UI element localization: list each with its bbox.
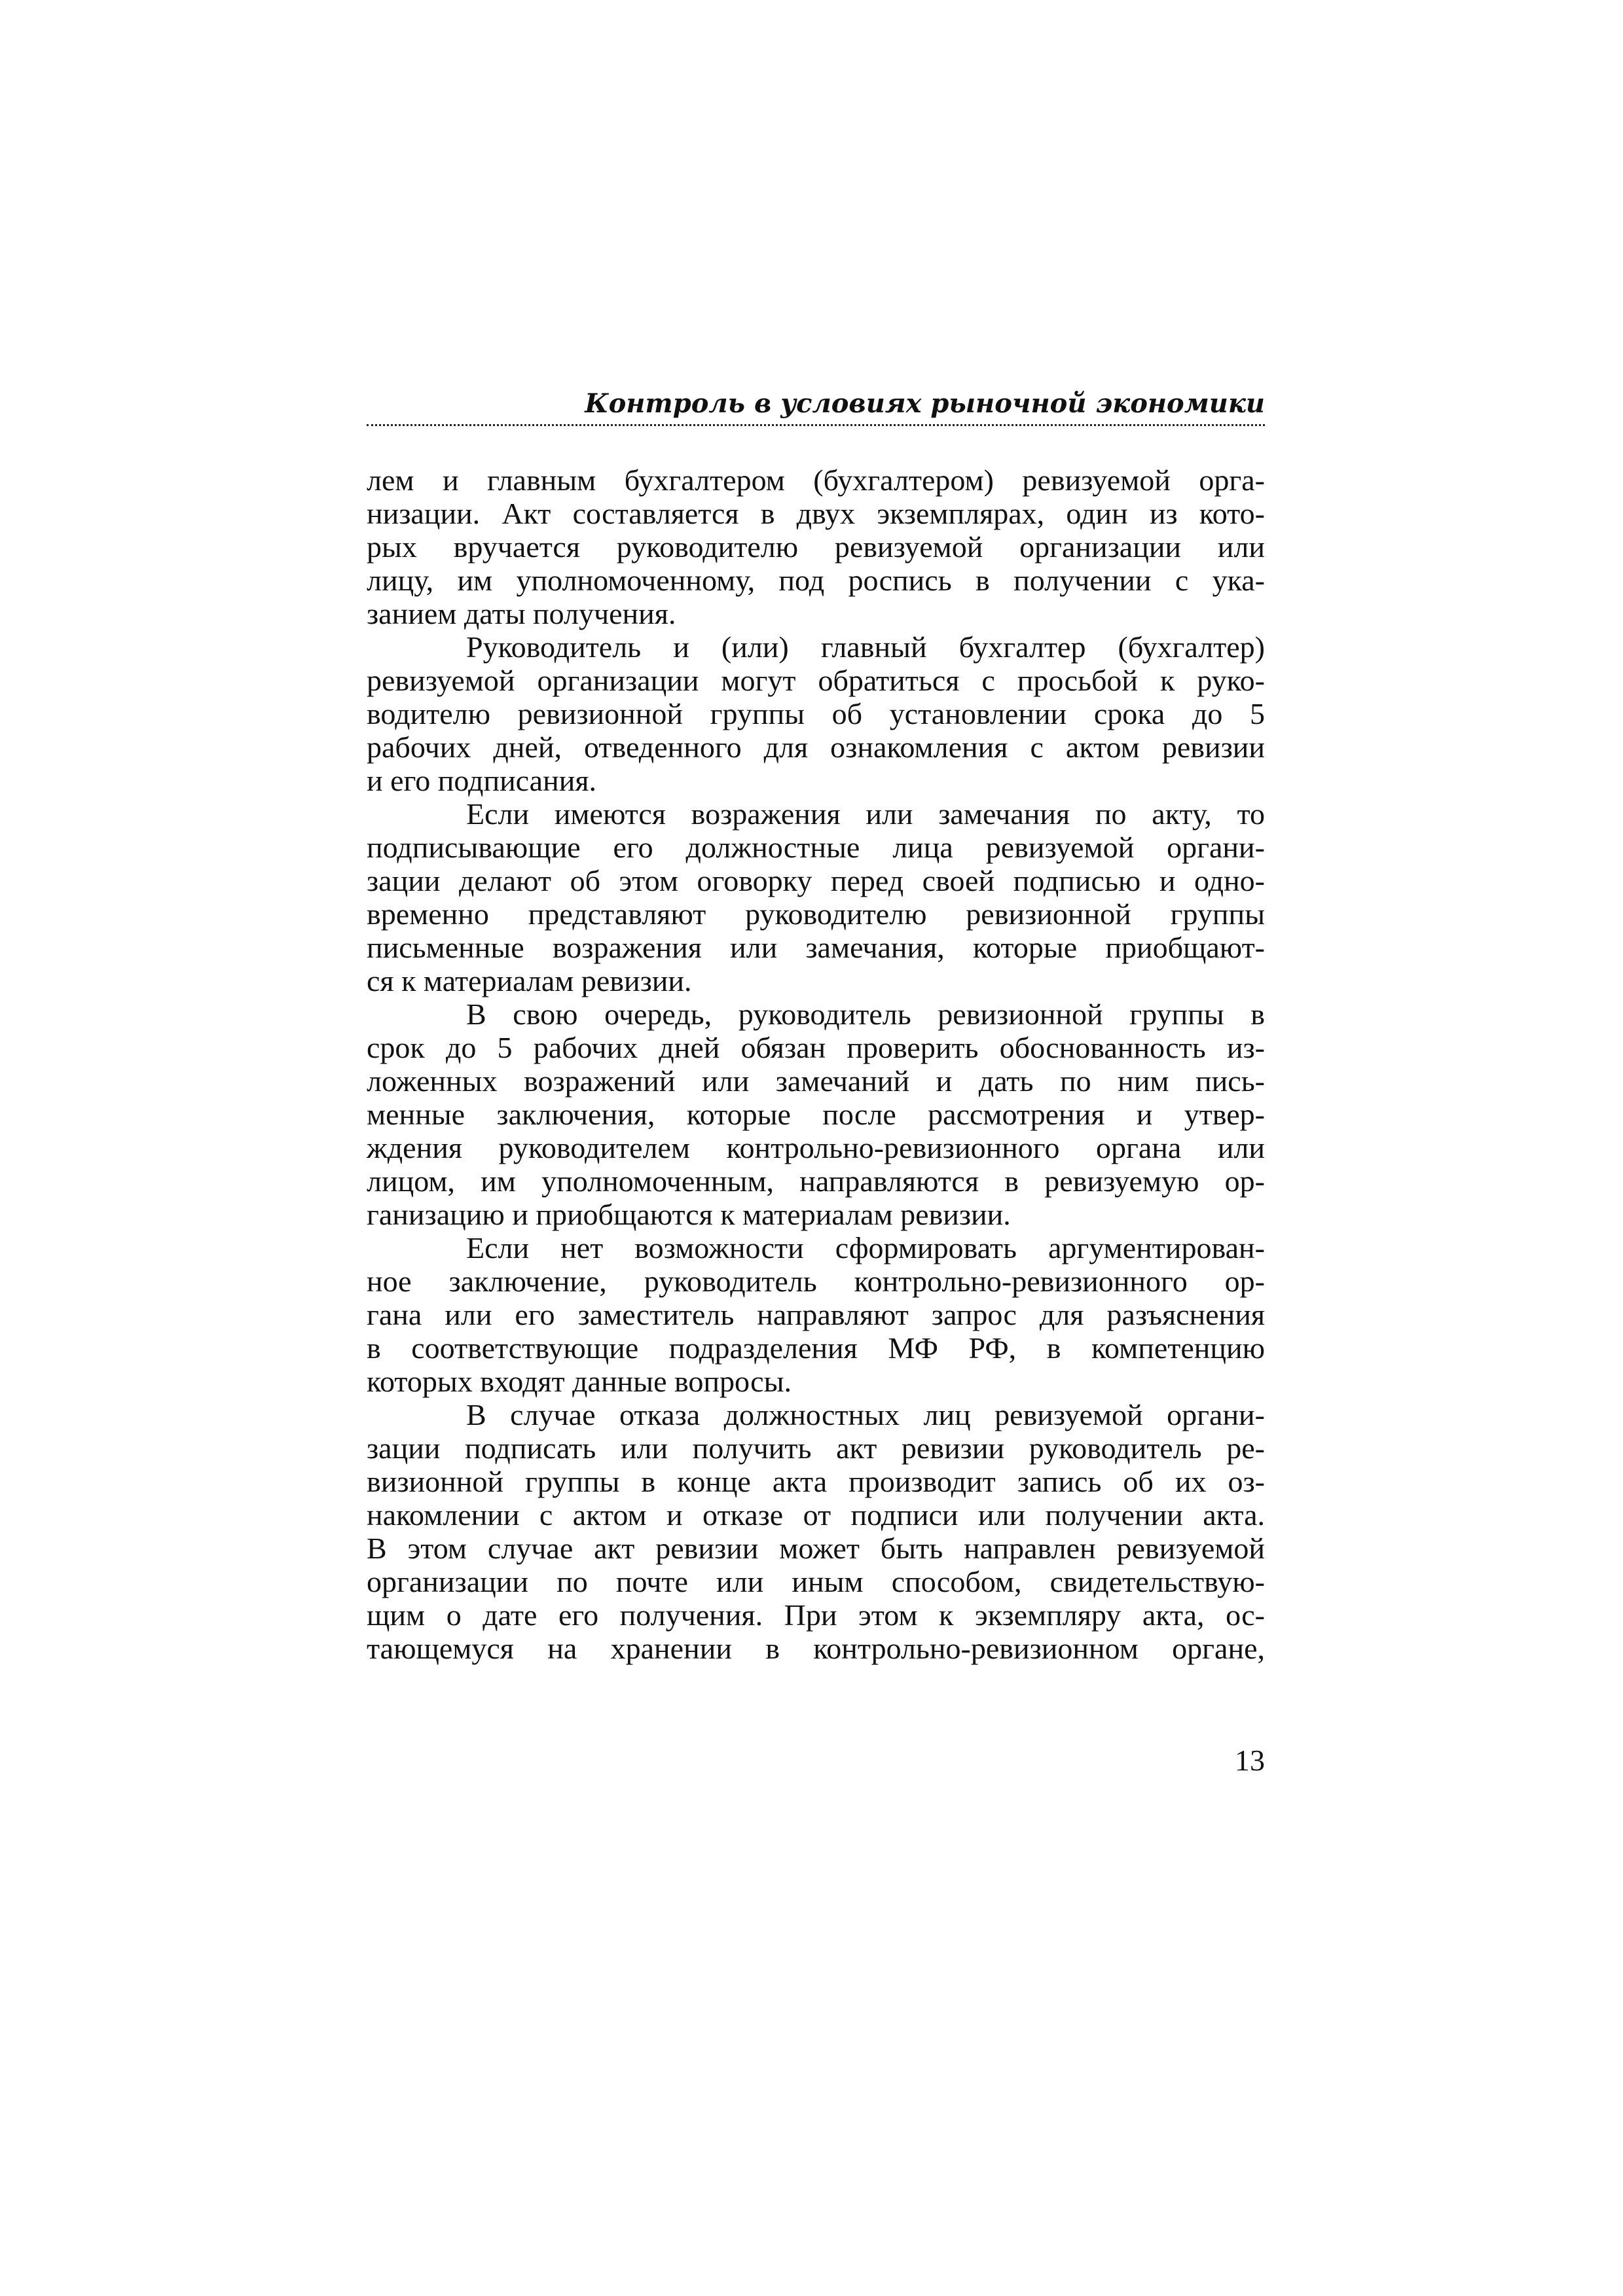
text-line: визионной группы в конце акта производит запись об их оз- xyxy=(367,1465,1265,1498)
text-line: щим о дате его получения. При этом к экземпляру акта, ос- xyxy=(367,1598,1265,1632)
text-line: Если нет возможности сформировать аргументирован- xyxy=(466,1231,1265,1265)
text-line: лицу, им уполномоченному, под роспись в получении с ука- xyxy=(367,564,1265,597)
text-line: рабочих дней, отведенного для ознакомления с актом ревизии xyxy=(367,730,1265,764)
running-head: Контроль в условиях рыночной экономики xyxy=(585,388,1265,419)
text-line: которых входят данные вопросы. xyxy=(367,1365,792,1398)
text-line: срок до 5 рабочих дней обязан проверить обоснованность из- xyxy=(367,1031,1265,1064)
paragraph xyxy=(367,797,1265,997)
text-line: В этом случае акт ревизии может быть направлен ревизуемой xyxy=(367,1532,1265,1565)
text-line: лицом, им уполномоченным, направляются в ревизуемую ор- xyxy=(367,1164,1265,1198)
text-line: лем и главным бухгалтером (бухгалтером) ревизуемой орга- xyxy=(367,463,1265,497)
paragraph xyxy=(367,1231,1265,1398)
text-line: накомлении с актом и отказе от подписи или получении акта. xyxy=(367,1498,1265,1532)
body-text xyxy=(367,463,1265,1665)
text-line: зации подписать или получить акт ревизии руководитель ре- xyxy=(367,1431,1265,1465)
paragraph xyxy=(367,630,1265,797)
running-head-rule xyxy=(367,424,1265,426)
text-line: временно представляют руководителю ревизионной группы xyxy=(367,897,1265,931)
paragraph xyxy=(367,463,1265,630)
paragraph xyxy=(367,1398,1265,1665)
text-line: ся к материалам ревизии. xyxy=(367,964,692,997)
text-line: менные заключения, которые после рассмотрения и утвер- xyxy=(367,1098,1265,1131)
page-number: 13 xyxy=(1235,1744,1265,1777)
text-line: подписывающие его должностные лица ревизуемой органи- xyxy=(367,831,1265,864)
text-line: В свою очередь, руководитель ревизионной группы в xyxy=(466,997,1265,1031)
text-line: в соответствующие подразделения МФ РФ, в компетенцию xyxy=(367,1331,1265,1365)
text-line: гана или его заместитель направляют запрос для разъяснения xyxy=(367,1298,1265,1331)
text-line: занием даты получения. xyxy=(367,597,676,630)
text-line: тающемуся на хранении в контрольно-ревизионном органе, xyxy=(367,1632,1265,1665)
text-line: ждения руководителем контрольно-ревизионного органа или xyxy=(367,1131,1265,1164)
text-line: письменные возражения или замечания, которые приобщают- xyxy=(367,931,1265,964)
text-line: ложенных возражений или замечаний и дать по ним пись- xyxy=(367,1064,1265,1098)
text-line: Если имеются возражения или замечания по акту, то xyxy=(466,797,1265,831)
text-line: и его подписания. xyxy=(367,764,596,797)
text-line: низации. Акт составляется в двух экземплярах, один из кото- xyxy=(367,497,1265,530)
text-line: водителю ревизионной группы об установлении срока до 5 xyxy=(367,697,1265,730)
text-line: В случае отказа должностных лиц ревизуемой органи- xyxy=(466,1398,1265,1431)
text-line: организации по почте или иным способом, свидетельствую- xyxy=(367,1565,1265,1598)
text-line: ганизацию и приобщаются к материалам ревизии. xyxy=(367,1198,1011,1231)
text-line: рых вручается руководителю ревизуемой организации или xyxy=(367,530,1265,564)
text-line: ное заключение, руководитель контрольно-ревизионного ор- xyxy=(367,1265,1265,1298)
text-line: Руководитель и (или) главный бухгалтер (бухгалтер) xyxy=(466,630,1265,664)
paragraph xyxy=(367,997,1265,1231)
text-line: зации делают об этом оговорку перед своей подписью и одно- xyxy=(367,864,1265,897)
text-line: ревизуемой организации могут обратиться с просьбой к руко- xyxy=(367,664,1265,697)
